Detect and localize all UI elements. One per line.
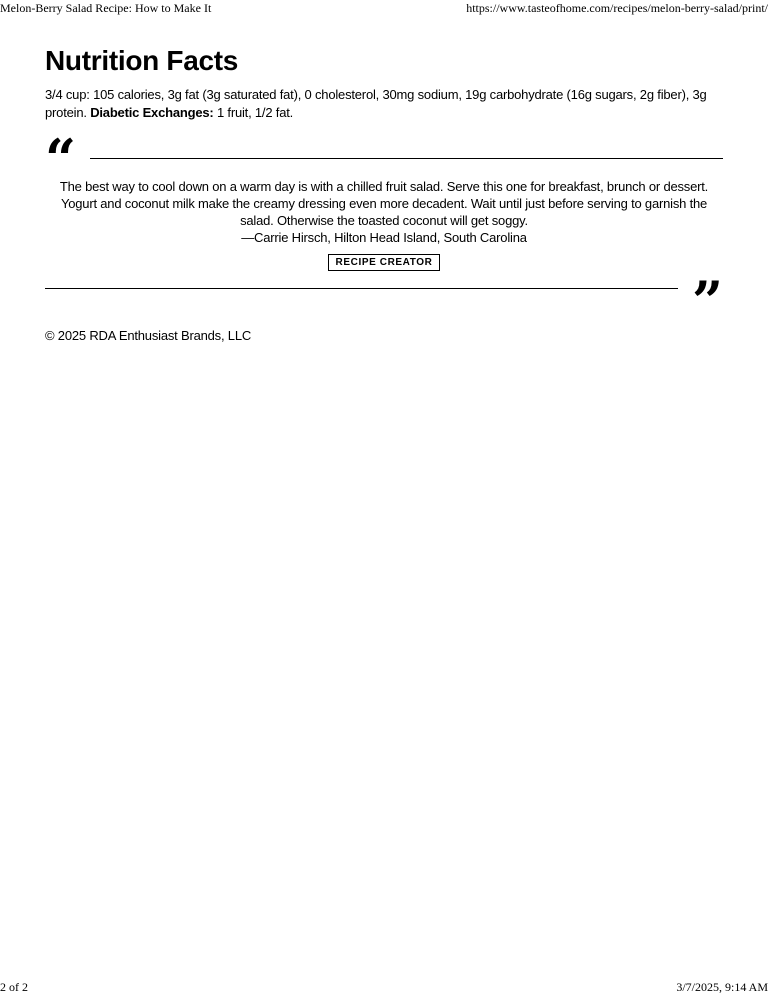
recipe-creator-badge: RECIPE CREATOR [328, 254, 441, 271]
diabetic-exchanges-value: 1 fruit, 1/2 fat. [216, 105, 294, 120]
badge-wrapper [45, 252, 723, 271]
quote-body: The best way to cool down on a warm day is with a chilled fruit salad. Serve this one for breakfast, brunch or dessert. Yogurt and coconut milk make the creamy dressing even more decadent. Wait until just before serving to garnish the salad. Otherwise the toasted coconut will get soggy. [59, 179, 709, 228]
quote-attribution: —Carrie Hirsch, Hilton Head Island, South Carolina [241, 230, 527, 245]
nutrition-section [45, 44, 723, 122]
copyright-notice: © 2025 RDA Enthusiast Brands, LLC [45, 328, 252, 343]
recipe-creator-quote [45, 127, 723, 333]
print-header-title: Melon-Berry Salad Recipe: How to Make It [0, 1, 212, 15]
quote-bottom-divider [45, 288, 678, 289]
print-header-url: https://www.tasteofhome.com/recipes/melon-berry-salad/print/ [466, 1, 768, 15]
print-footer-timestamp: 3/7/2025, 9:14 AM [676, 980, 768, 994]
diabetic-exchanges-label: Diabetic Exchanges: [90, 105, 214, 120]
nutrition-facts-heading: Nutrition Facts [45, 45, 239, 76]
close-quote-icon: ” [691, 269, 723, 333]
nutrition-facts-values: 3/4 cup: 105 calories, 3g fat (3g saturated fat), 0 cholesterol, 30mg sodium, 19g carbohydrate (16g sugars, 2g fiber), 3g protein. [45, 87, 707, 120]
print-footer-page-number: 2 of 2 [0, 980, 28, 994]
quote-top-divider [90, 158, 723, 159]
nutrition-facts-text [45, 86, 723, 122]
open-quote-icon: “ [45, 127, 77, 191]
quote-text [45, 178, 723, 246]
